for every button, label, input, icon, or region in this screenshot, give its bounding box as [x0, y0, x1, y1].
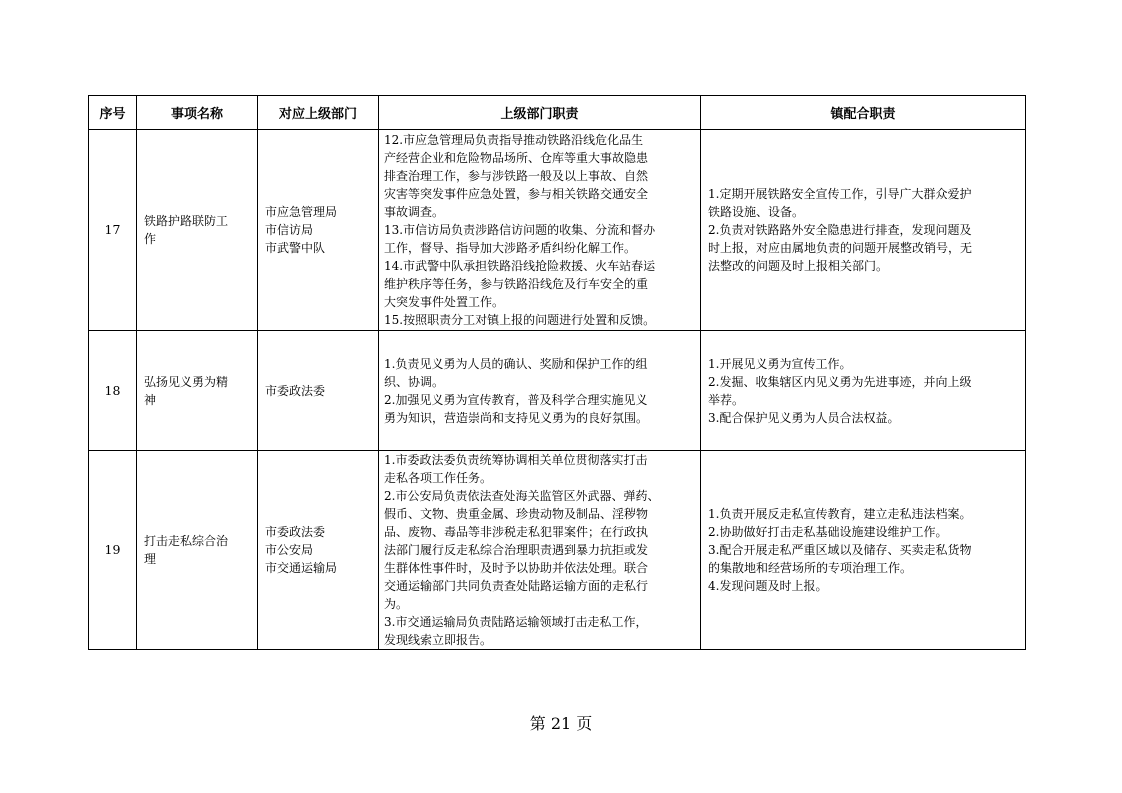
- cell-superior-duties: [379, 331, 701, 451]
- cell-text-line: 13.市信访局负责涉路信访问题的收集、分流和督办: [384, 223, 656, 237]
- responsibility-table: [88, 95, 1026, 650]
- cell-town-duties: [701, 451, 1026, 650]
- page-number-suffix: 页: [576, 714, 593, 733]
- cell-text-line: 举荐。: [708, 392, 745, 407]
- header-item-name: 事项名称: [137, 96, 258, 130]
- cell-superior-department: [258, 451, 379, 650]
- cell-text-line: 3.配合保护见义勇为人员合法权益。: [708, 410, 900, 425]
- cell-town-duties: [701, 130, 1026, 331]
- cell-text-line: 打击走私综合治: [144, 534, 229, 548]
- cell-text-line: 2.协助做好打击走私基础设施建设维护工作。: [708, 525, 948, 539]
- page-number-value: 21: [550, 714, 572, 733]
- cell-text-line: 工作，督导、指导加大涉路矛盾纠纷化解工作。: [384, 241, 637, 255]
- cell-text-line: 灾害等突发事件应急处置，参与相关铁路交通安全: [384, 187, 649, 201]
- cell-text-line: 市武警中队: [265, 241, 326, 255]
- cell-item-name: [137, 331, 258, 451]
- cell-item-name: [137, 451, 258, 650]
- cell-text-line: 的集散地和经营场所的专项治理工作。: [708, 561, 913, 575]
- cell-text-line: 交通运输部门共同负责查处陆路运输方面的走私行: [384, 579, 649, 593]
- cell-text-line: 4.发现问题及时上报。: [708, 579, 828, 593]
- cell-item-name: [137, 130, 258, 331]
- cell-text-line: 市委政法委: [265, 383, 326, 398]
- cell-text-line: 市信访局: [265, 223, 314, 237]
- header-serial-number: 序号: [89, 96, 137, 130]
- cell-text-line: 1.开展见义勇为宣传工作。: [708, 356, 852, 371]
- table-header-row: [89, 96, 1026, 130]
- cell-text-line: 2.负责对铁路路外安全隐患进行排查，发现问题及: [708, 223, 972, 237]
- page-number-prefix: 第: [529, 714, 546, 733]
- cell-text-line: 织、协调。: [384, 374, 445, 389]
- cell-town-duties: [701, 331, 1026, 451]
- cell-serial-number: 19: [89, 451, 137, 650]
- cell-text-line: 市交通运输局: [265, 561, 338, 575]
- header-superior-department: 对应上级部门: [258, 96, 379, 130]
- cell-text-line: 2.发掘、收集辖区内见义勇为先进事迹，并向上级: [708, 374, 972, 389]
- cell-text-line: 作: [144, 232, 157, 246]
- cell-text-line: 法部门履行反走私综合治理职责遇到暴力抗拒或发: [384, 543, 649, 557]
- cell-text-line: 3.市交通运输局负责陆路运输领域打击走私工作，: [384, 615, 648, 629]
- cell-superior-duties: [379, 130, 701, 331]
- cell-text-line: 1.负责见义勇为人员的确认、奖励和保护工作的组: [384, 356, 648, 371]
- cell-text-line: 3.配合开展走私严重区域以及储存、买卖走私货物: [708, 543, 972, 557]
- cell-superior-duties: [379, 451, 701, 650]
- cell-text-line: 市应急管理局: [265, 205, 338, 219]
- cell-text-line: 维护秩序等任务，参与铁路沿线危及行车安全的重: [384, 277, 649, 291]
- cell-text-line: 2.市公安局负责依法查处海关监管区外武器、弹药、: [384, 489, 660, 503]
- cell-text-line: 品、废物、毒品等非涉税走私犯罪案件；在行政执: [384, 525, 649, 539]
- table-body: [89, 130, 1026, 650]
- cell-text-line: 排查治理工作，参与涉铁路一般及以上事故、自然: [384, 169, 649, 183]
- cell-text-line: 为。: [384, 597, 409, 611]
- cell-text-line: 理: [144, 552, 157, 566]
- cell-text-line: 15.按照职责分工对镇上报的问题进行处置和反馈。: [384, 313, 656, 327]
- header-superior-duties: 上级部门职责: [379, 96, 701, 130]
- cell-text-line: 时上报，对应由属地负责的问题开展整改销号，无: [708, 241, 973, 255]
- cell-text-line: 勇为知识，营造崇尚和支持见义勇为的良好氛围。: [384, 410, 649, 425]
- cell-text-line: 2.加强见义勇为宣传教育，普及科学合理实施见义: [384, 392, 648, 407]
- cell-text-line: 市委政法委: [265, 525, 326, 539]
- cell-text-line: 1.市委政法委负责统筹协调相关单位贯彻落实打击: [384, 453, 648, 467]
- cell-text-line: 发现线索立即报告。: [384, 633, 493, 647]
- cell-superior-department: [258, 130, 379, 331]
- cell-text-line: 神: [144, 392, 157, 407]
- cell-text-line: 1.定期开展铁路安全宣传工作，引导广大群众爱护: [708, 187, 972, 201]
- cell-text-line: 铁路设施、设备。: [708, 205, 805, 219]
- page-number: [0, 711, 1122, 734]
- cell-text-line: 弘扬见义勇为精: [144, 374, 229, 389]
- cell-text-line: 生群体性事件时，及时予以协助并依法处理。联合: [384, 561, 649, 575]
- cell-text-line: 1.负责开展反走私宣传教育，建立走私违法档案。: [708, 507, 972, 521]
- cell-text-line: 铁路护路联防工: [144, 214, 229, 228]
- cell-text-line: 走私各项工作任务。: [384, 471, 493, 485]
- cell-serial-number: 18: [89, 331, 137, 451]
- cell-superior-department: [258, 331, 379, 451]
- cell-text-line: 事故调查。: [384, 205, 445, 219]
- cell-text-line: 市公安局: [265, 543, 314, 557]
- header-town-duties: 镇配合职责: [701, 96, 1026, 130]
- cell-text-line: 产经营企业和危险物品场所、仓库等重大事故隐患: [384, 151, 649, 165]
- cell-text-line: 12.市应急管理局负责指导推动铁路沿线危化品生: [384, 133, 644, 147]
- cell-text-line: 14.市武警中队承担铁路沿线抢险救援、火车站春运: [384, 259, 656, 273]
- table-row: [89, 451, 1026, 650]
- cell-text-line: 假币、文物、贵重金属、珍贵动物及制品、淫秽物: [384, 507, 649, 521]
- table-row: [89, 130, 1026, 331]
- cell-text-line: 法整改的问题及时上报相关部门。: [708, 259, 889, 273]
- cell-serial-number: 17: [89, 130, 137, 331]
- table-row: [89, 331, 1026, 451]
- cell-text-line: 大突发事件处置工作。: [384, 295, 505, 309]
